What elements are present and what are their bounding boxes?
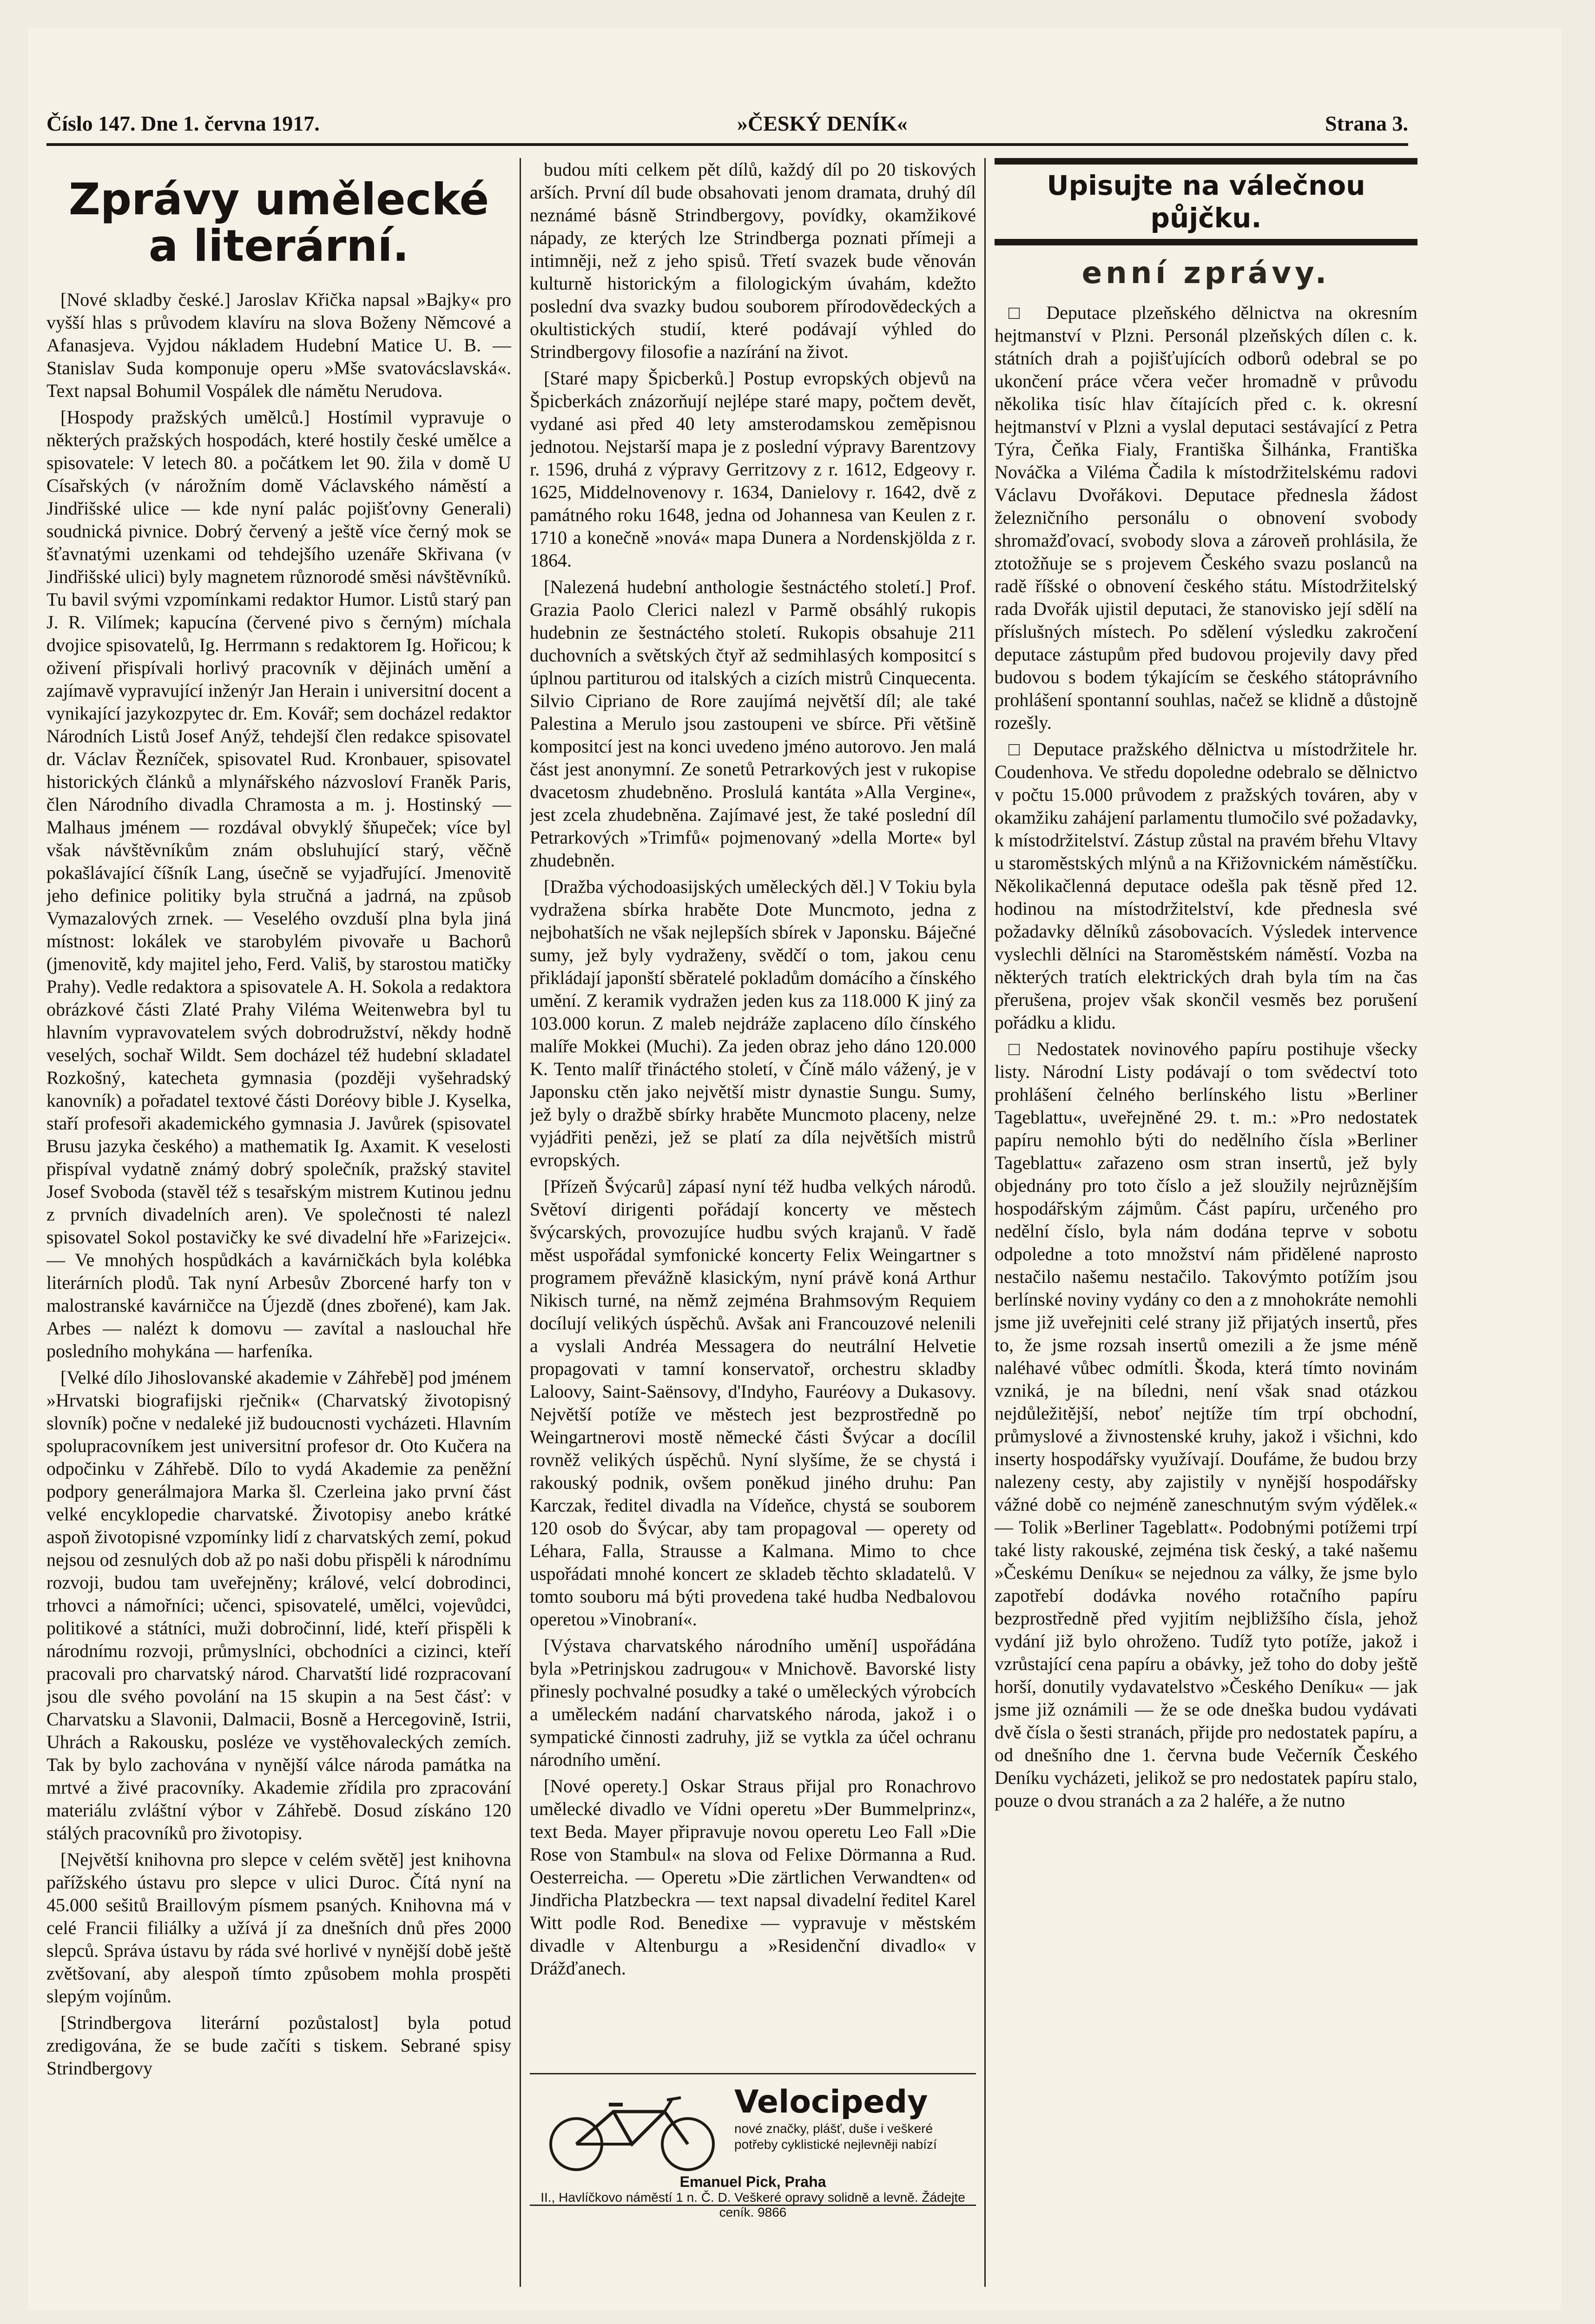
ad-address: II., Havlíčkovo náměstí 1 n. Č. D. Veškeré opravy solidně a levně. Žádejte ceník. (540, 2190, 965, 2219)
article-paragraph: [Staré mapy Špicberků.] Postup evropských objevů na Špicberkách znázorňují nejlépe staré mapy, počtem devět, vydané asi před 40 lety amsterodamskou zeměpisnou jednotou. Nejstarší mapa je z poslední výpravy Barentzovy r. 1596, druhá z výpravy Gerritzovy z r. 1612, Edgeovy r. 1625, Middelnovenovy r. 1634, Danielovy r. 1642, dvě z památného roku 1648, jedna od Johannesa van Keulen z r. 1710 a konečně »nová« mapa Dunera a Nordenskjölda z r. 1864. (530, 368, 976, 571)
article-paragraph: [Nové skladby české.] Jaroslav Křička napsal »Bajky« pro vyšší hlas s průvodem klavíru na slova Boženy Němcové a Afanasjeva. Vyjdou nákladem Hudební Matice U. B. — Stanislav Suda komponuje operu »Mše svatovácslavská«. Text napsal Bohumil Vospálek dle námětu Nerudova. (46, 289, 511, 401)
ad-firm: Emanuel Pick, Praha (679, 2173, 826, 2190)
article-paragraph: □ Nedostatek novinového papíru postihuje všecky listy. Národní Listy podávají o tom svědectví toto prohlášení čelného berlínského listu »Berliner Tageblattu«, uveřejněné 29. t. m.: »Pro nedostatek papíru nemohlo býti do nedělního čísla »Berliner Tageblattu« zařazeno osm stran insertů, jež byly objednány pro toto číslo a jež sloužily nejrůznějším hospodářským zájmům. Část papíru, určeného pro nedělní číslo, byla nám dodána teprve v sobotu odpoledne a toto množství nám přidělené naprosto nestačilo našemu nestačilo. Takovýmto potížím jsou berlínské noviny vydány co den a z mnohokráte nemohli jsme již uveřejniti celé strany již přijatých insertů, přes to, že jsme rozsah insertů omezili a že jsme méně naléhavé vůbec odmítli. Škoda, která tímto novinám vzniká, je na bíledni, není však snad otázkou nejdůležitější, neboť nejtíže tím trpí obchodní, průmyslové a živnostenské kruhy, jakož i všichni, kdo inserty hospodářsky využívají. Doufáme, že budou brzy nalezeny cesty, aby zajistily v nynější hospodářsky vážné době co nejméně zaneschnutým svým výdělek.« — Tolik »Berliner Tageblatt«. Podobnými potížemi trpí také listy rakouské, zejména tisk český, a také našemu »Českému Deníku« se nejednou za války, že jsme bylo zapotřebí dodávka nového rotačního papíru bezprostředně před vyjitím nejbližšího čísla, jehož vydání již bylo ohroženo. Tudíž tyto potíže, jakož i vzrůstající cena papíru a obávky, jež toho do doby ještě horší, donutily vydavatelstvo »Českého Deníku« — jak jsme již oznámili — že se ode dneška budou vydávati dvě čísla o šesti stranách, přijde pro nedostatek papíru, a od dnešního dne 1. června bude Večerník Českého Deníku vycházeti, jelikož se pro nedostatek papíru stalo, pouze o dvou stranách a za 2 haléře, a že nutno (995, 1038, 1417, 1811)
bicycle-icon (539, 2088, 725, 2172)
newspaper-page (28, 28, 1562, 2310)
bicycle-advertisement (530, 2073, 976, 2219)
article-paragraph: budou míti celkem pět dílů, každý díl po 20 tiskových arších. První díl bude obsahovati jenom dramata, druhý díl neznámé básně Strindbergovy, povídky, okamžikové nápady, ze kterých lze Strindberga poznati přímeji a intimněji, než z jeho spisů. Třetí svazek bude věnován kulturně historickým a filologickým úvahám, kdežto poslední dva svazky budou souborem přírodovědeckých a okultistických studií, které podávají výhled do Strindbergovy filosofie a nazírání na život. (530, 159, 976, 362)
newspaper-title: »ČESKÝ DENÍK« (737, 111, 908, 135)
column-3 (995, 158, 1417, 2296)
article-paragraph: [Největší knihovna pro slepce v celém světě] jest knihovna pařížského ústavu pro slepce v ulici Duroc. Čítá nyní na 45.000 sešitů Braillovým písmem psaných. Knihovna má v celé Francii filiálky a užívá jí za dnešních dnů přes 2000 slepců. Správa ústavu by ráda své horlivé v nynější době ještě zvětšovaní, aby alespoň tímto způsobem mohla prospěti slepým vojínům. (46, 1849, 511, 2007)
article-paragraph: [Dražba východoasijských uměleckých děl.] V Tokiu byla vydražena sbírka hraběte Dote Muncmoto, jedna z nejbohatších ne však nejlepších sbírek v Japonsku. Báječné sumy, jež byly vydraženy, svědčí o tom, jakou cenu přikládají japonští sběratelé pokladům domácího a čínského umění. Z keramik vydražen jeden kus za 118.000 K jiný za 103.000 korun. Z maleb nejdráže zaplaceno dílo čínského malíře Mokkei (Muchi). Za jeden obraz jeho dáno 120.000 K. Tento malíř třináctého století, v Číně málo vážený, je v Japonsku ctěn jako největší mistr dynastie Sungu. Sumy, jež byly o dražbě sbírky hraběte Muncmoto placeny, nelze vyjádřiti penězi, jež se platí za díla největších mistrů evropských. (530, 876, 976, 1170)
daily-news-heading: enní zprávy. (1081, 256, 1331, 290)
page-number: Strana 3. (1325, 111, 1408, 135)
article-paragraph: [Nové operety.] Oskar Straus přijal pro Ronachrovo umělecké divadlo ve Vídni operetu »Der Bummelprinz«, text Beda. Mayer připravuje novou operetu Leo Fall »Die Rose von Stambul« na slova od Felixe Dörmanna a Rud. Oesterreicha. — Operetu »Die zärtlichen Verwandten« od Jindřicha Platzbeckra — text napsal divadelní ředitel Karel Witt podle Rod. Benedixe — vypravuje v městském divadle v Altenburgu a »Residenční divadlo« v Drážďanech. (530, 1776, 976, 1979)
section-headline: Zprávy umělecké a literární. (68, 174, 489, 271)
column-divider (520, 158, 521, 2287)
article-paragraph: [Strindbergova literární pozůstalost] byla potud zredigována, že se bude začíti s tiskem. Sebrané spisy Strindbergovy (46, 2012, 511, 2079)
column-1 (46, 158, 511, 2296)
ad-title: Velocipedy (734, 2084, 928, 2120)
issue-date: Číslo 147. Dne 1. června 1917. (46, 111, 320, 135)
article-paragraph: [Hospody pražských umělců.] Hostímil vypravuje o některých pražských hospodách, které hostily české umělce a spisovatele: V letech 80. a počátkem let 90. žila v domě U Císařských (v nárožním domě Václavského náměstí a Jindřišské ulice — kde nyní palác pojišťovny Generali) soudnická pivnice. Dobrý červený a ještě více černý mok se šťavnatými uzenkami od tehdejšího uzenáře Skřivana (v Jindřišské ulici) byly magnetem různorodé směsi návštěvníků. Tu bavil svými vzpomínkami redaktor Humor. Listů starý pan J. R. Vilímek; kapucína (červené pivo s černým) míchala dvojice spisovatelů, Ig. Herrmann s redaktorem Ig. Hořicou; k oživení přispívali horlivý pracovník v dějinách umění a zajímavě vypravující inženýr Jan Herain i universitní docent a vynikající jazykozpytec dr. Em. Kovář; sem docházel redaktor Národních Listů Josef Anýž, tehdejší člen redakce spisovatel dr. Václav Řezníček, spisovatel Rud. Kronbauer, spisovatel historických článků a mlynářského názvosloví Franěk Paris, člen Národního divadla Chramosta a m. j. Hostinský — Malhaus jménem — rozdával obvyklý šňupeček; více byl však návštěvníkům znám obsluhující starý, věčně pokašlávající číšník Lang, úsečně se vyjadřující. Jmenovitě jeho definice politiky byla stručná a jadrná, na způsob Vymazalových zrnek. — Veselého ovzduší plna byla jiná místnost: lokálek ve starobylém pivovaře u Bachorů (jmenovitě, kdy majitel jeho, Ferd. Vališ, by starostou matičky Prahy). Vedle redaktora a spisovatele A. H. Sokola a redaktora obrázkové části Zlaté Prahy Viléma Weitenwebra byl tu hlavním vypravovatelem svých dobrodružství, někdy hodně veselých, sochař Wildt. Sem docházel též hudební skladatel Rozkošný, katecheta gymnasia (později vyšehradský kanovník) a pořadatel textové části Doréovy bible J. Kyselka, staří profesoři akademického gymnasia J. Javůrek (spisovatel Brusu jazyka českého) a mathematik Ig. Axamit. K veselosti přispíval vydatně známý dobrý společník, pražský stavitel Josef Svoboda (stavěl též s tesařským mistrem Kutinou jednu z prvních divadelních aren). Ve společnosti té nalezl spisovatel Sokol postavičky ke své divadelní hře »Farizejci«. — Ve mnohých hospůdkách a kavárničkách byla kolébka literárních plodů. Tak nyní Arbesův Zborcené harfy ton v malostranské kavárničce na Újezdě (dnes zbořené), kam Jak. Arbes — nalézt k domovu — zavítal a naslouchal hře posledního mohykána — harfeníka. (46, 407, 511, 1361)
ad-footer (530, 2174, 976, 2220)
article-paragraph: [Výstava charvatského národního umění] uspořádána byla »Petrinjskou zadrugou« v Mnichově. Bavorské listy přinesly pochvalné posudky a také o uměleckých výrobcích a uměleckém nadání charvatského národa, jakož i o sympatické činnosti zadruhy, již se vytkla za účel ochranu národního umění. (530, 1635, 976, 1770)
article-paragraph: [Velké dílo Jihoslovanské akademie v Záhřebě] pod jménem »Hrvatski biografijski rječnik« (Charvatský životopisný slovník) počne v nedaleké již budoucnosti vycházeti. Hlavním spolupracovníkem jest universitní profesor dr. Oto Kučera na odpočinku v Záhřebě. Dílo to vydá Akademie za peněžní podpory generálmajora Marka šl. Czerleina jako první část velké encyklopedie charvatské. Životopisy anebo krátké aspoň životopisné vzpomínky lidí z charvatských zemí, pokud nejsou od zesnulých dob až po naši dobu přispěli k národnímu rozvoji, budou tam uveřejněny; králové, velcí dobrodinci, trhovci a námořníci; učenci, spisovatelé, umělci, vojevůdci, politikové a státníci, muži dobročinní, lidé, kteří přispěli k národnímu rozvoji, průmyslníci, obchodníci a cizinci, kteří pracovali pro charvatský národ. Charvatští lidé rozpracovaní jsou dle svého povolání na 15 skupin a na 5est čásť: v Charvatsku a Slavonii, Dalmacii, Bosně a Hercegovině, Istrii, Uhrách a Rakousku, posléze ve vystěhovaleckých zemích. Tak by bylo zachována v nynější válce národa památka na mrtvé a živé pracovníky. Akademie zřídila pro zpracování materiálu zvláštní výbor v Záhřebě. Dosud získáno 120 stálých pracovníků pro životopisy. (46, 1367, 511, 1843)
ad-code: 9866 (758, 2205, 787, 2219)
article-paragraph: [Přízeň Švýcarů] zápasí nyní též hudba velkých národů. Světoví dirigenti pořádají koncerty ve městech švýcarských, provozujíce hudbu svých krajanů. V řadě měst uspořádal symfonické koncerty Felix Weingartner s programem převážně klasickým, nyní právě koná Arthur Nikisch turné, na němž zejména Brahmsovým Requiem docílují velikých úspěchů. Avšak ani Francouzové nelenili a vyslali Andréa Messagera do neutrální Helvetie propagovati v tamní konservatoř, orchestru skladby Laloovy, Saint-Saënsovy, d'Indyho, Fauréovy a Dukasovy. Největší potíže ve městech jest bezprostředně po Weingartnerovi mostě německé části Švýcar a docílil rovněž velikých úspěchů. Nyní slyšíme, že se chystá i rakouský podnik, ovšem poněkud jiného druhu: Pan Karczak, ředitel divadla na Vídeňce, chystá se souborem 120 osob do Švýcar, aby tam propagoval — operety od Léhara, Falla, Strausse a Kalmana. Mimo to chce uspořádati mnohé koncert ze skladeb těchto skladatelů. V tomto souboru má býti provedena také hudba Nedbalovou operetou »Vinobraní«. (530, 1176, 976, 1630)
column-2 (530, 158, 976, 2064)
war-loan-banner: Upisujte na válečnou půjčku. (995, 158, 1417, 245)
article-paragraph: [Nalezená hudební anthologie šestnáctého století.] Prof. Grazia Paolo Clerici nalezl v Parmě obsáhlý rukopis hudebnin ze šestnáctého století. Rukopis obsahuje 211 duchovních a světských čtyř až sedmihlasých kompositcí s úplnou partiturou od italských a cizích mistrů Cinquecenta. Silvio Cipriano de Rore zaujímá největší díl; ale také Palestina a Merulo jsou zastoupeni ve sbírce. Při většině kompositcí jest na konci uvedeno jméno autorovo. Jen malá část jest anonymní. Ze sonetů Petrarkových jest v rukopise dvacetosm zhudebněno. Proslulá kantáta »Alla Vergine«, jest zcela zhudebněna. Zajímavé jest, že také poslední díl Petrarkových »Trimfů« pojmenovaný »della Morte« byl zhudebněn. (530, 576, 976, 871)
masthead (46, 107, 1408, 139)
ad-body: nové značky, plášť, duše i veškeré potřeby cyklistické nejlevněji nabízí (734, 2121, 937, 2152)
article-paragraph: □ Deputace plzeňského dělnictva na okresním hejtmanství v Plzni. Personál plzeňských dílen c. k. státních drah a pojišťujících odborů odebral se po ukončení práce včera večer hromadně v průvodu několika tisíc hlav čítajících před c. k. okresní hejtmanství v Plzni a vyslal deputaci sestávající z Petra Týra, Čeňka Fialy, Františka Šilhánka, Františka Nováčka a Viléma Čadila k místodržitelskému radovi Václavu Dvořákovi. Deputace přednesla žádost železničního personálu o obnovení svobody shromažďovací, svobody slova a zároveň prohlásila, že ztotožňuje se s projevem Českého svazu poslanců na radě říšské o obnovení českého státu. Místodržitelský rada Dvořák ujistil deputaci, že stanovisko její sdělí na příslušných místech. Po sdělení výsledku zakročení deputace zástupům před budovou projevily davy před budovou s bodem týkajícím se českého státoprávního prohlášení spontanní souhlas, načež se klidně a důstojně rozešly. (995, 302, 1417, 733)
column-divider (984, 158, 986, 2287)
article-paragraph: □ Deputace pražského dělnictva u místodržitele hr. Coudenhova. Ve středu dopoledne odebralo se dělnictvo v počtu 15.000 průvodem z pražských továren, aby v okamžiku zahájení parlamentu tlumočilo své požadavky, k místodržitelství. Zástup zůstal na pravém břehu Vltavy u staroměstských mlýnů a na Křižovnickém náměstíčku. Několikačlenná deputace odešla pak těsně před 12. hodinou na místodržitelství, kde přednesla své požadavky dělníků zásobovacích. Výsledek intervence vyslechli dělníci na Staroměstském náměstí. Vozba na některých tratích elektrických drah byla tím na čas přerušena, projev však skončil vesměs bez porušení pořádku a klidu. (995, 739, 1417, 1033)
masthead-rule (46, 143, 1408, 146)
